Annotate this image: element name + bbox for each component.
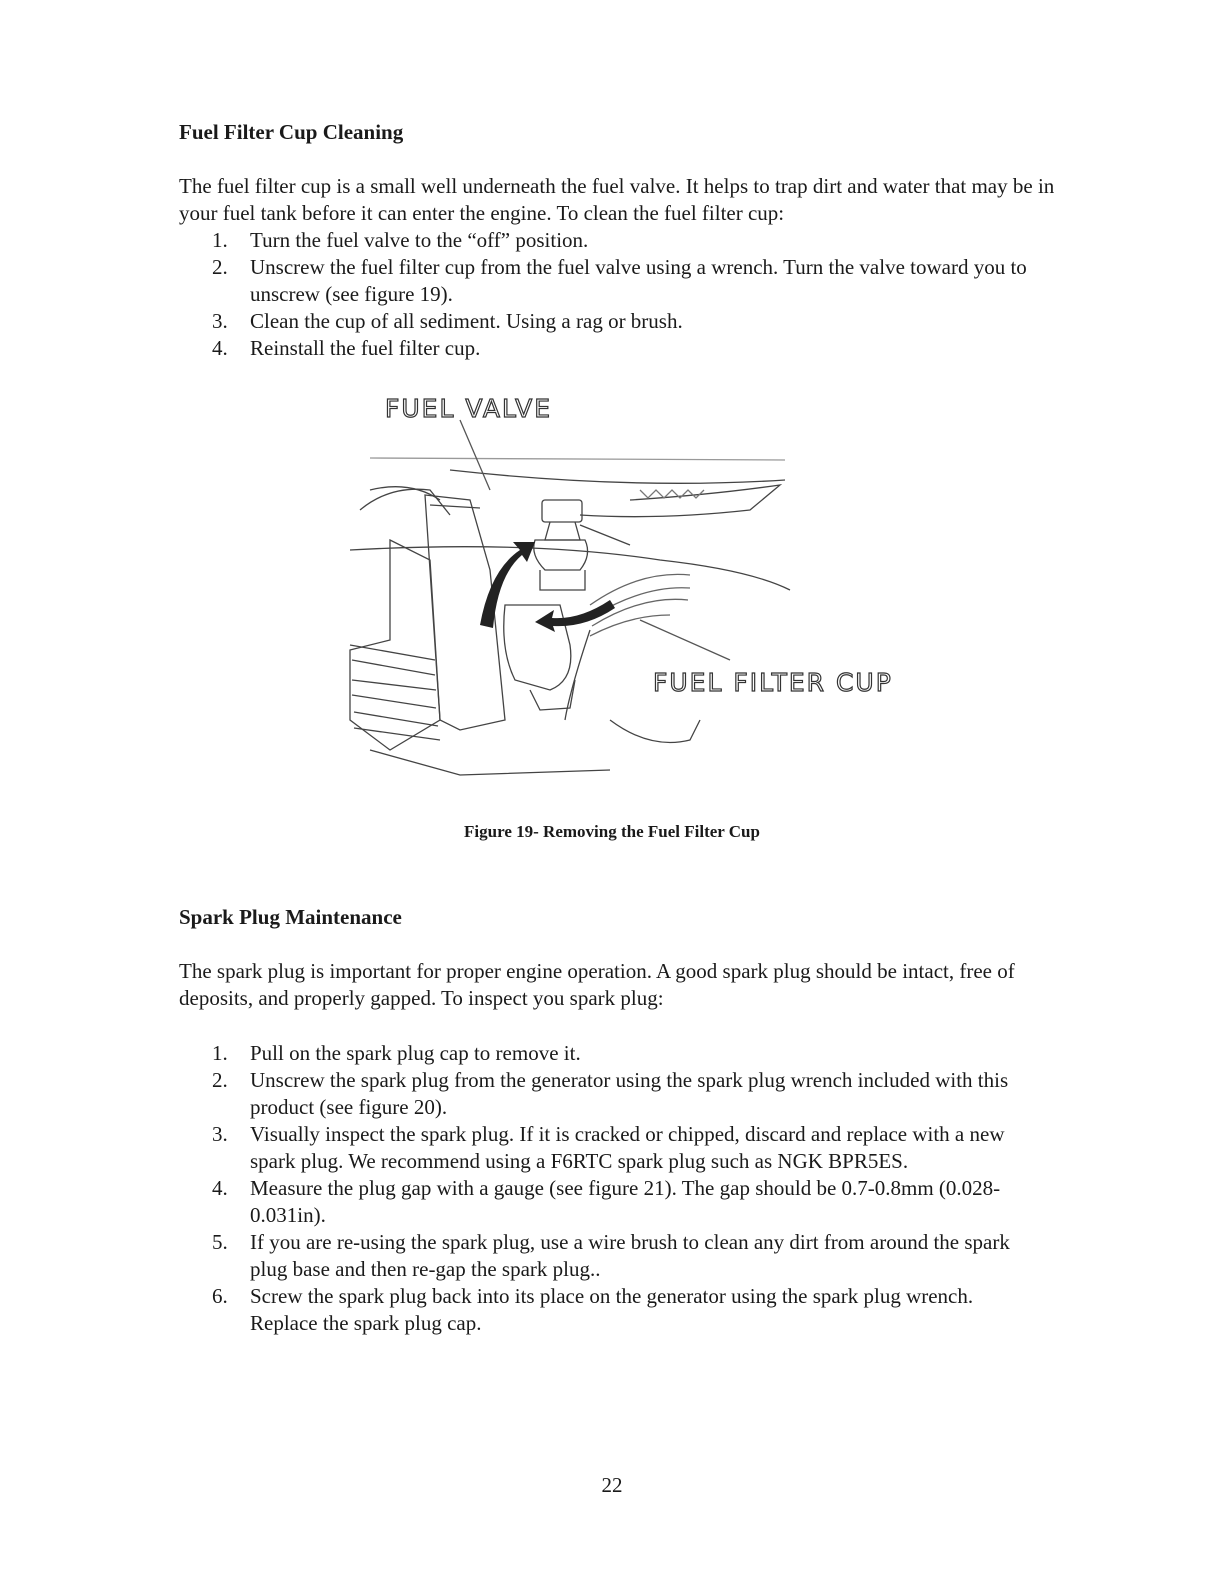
step-number: 1. <box>212 228 228 252</box>
list-item <box>212 1229 1042 1283</box>
step-number: 6. <box>212 1284 228 1308</box>
list-item <box>212 1121 1042 1175</box>
list-item <box>212 1175 1042 1229</box>
fuel-filter-steps <box>212 227 1042 362</box>
step-number: 2. <box>212 255 228 279</box>
list-item <box>212 1283 1042 1337</box>
step-number: 3. <box>212 1122 228 1146</box>
step-text: Unscrew the fuel filter cup from the fuel valve using a wrench. Turn the valve toward you to unscrew (see figure 19). <box>250 255 1027 306</box>
list-item <box>212 335 1042 362</box>
spark-plug-steps <box>212 1040 1042 1337</box>
step-text: Reinstall the fuel filter cup. <box>250 336 481 360</box>
step-text: Pull on the spark plug cap to remove it. <box>250 1041 581 1065</box>
step-number: 3. <box>212 309 228 333</box>
step-text: Turn the fuel valve to the “off” position. <box>250 228 589 252</box>
section-heading-spark-plug: Spark Plug Maintenance <box>179 905 402 929</box>
fuel-valve-illustration <box>330 390 910 790</box>
fuel-filter-cup-label: FUEL FILTER CUP <box>653 668 893 697</box>
list-item <box>212 1040 1042 1067</box>
step-text: If you are re-using the spark plug, use a wire brush to clean any dirt from around the spark plug base and then re-gap the spark plug.. <box>250 1230 1010 1281</box>
step-text: Screw the spark plug back into its place on the generator using the spark plug wrench. Replace the spark plug cap. <box>250 1284 974 1335</box>
fuel-filter-figure <box>330 390 910 790</box>
list-item <box>212 227 1042 254</box>
step-text: Measure the plug gap with a gauge (see figure 21). The gap should be 0.7-0.8mm (0.028-0.031in). <box>250 1176 1001 1227</box>
fuel-filter-intro: The fuel filter cup is a small well underneath the fuel valve. It helps to trap dirt and water that may be in your fuel tank before it can enter the engine. To clean the fuel filter cup: <box>179 174 1055 225</box>
spark-plug-intro: The spark plug is important for proper engine operation. A good spark plug should be intact, free of deposits, and properly gapped. To inspect you spark plug: <box>179 959 1015 1010</box>
fuel-valve-label: FUEL VALVE <box>385 394 553 423</box>
list-item <box>212 308 1042 335</box>
step-number: 1. <box>212 1041 228 1065</box>
section-heading-fuel-filter: Fuel Filter Cup Cleaning <box>179 120 404 144</box>
step-number: 2. <box>212 1068 228 1092</box>
figure-caption: Figure 19- Removing the Fuel Filter Cup <box>464 822 760 841</box>
step-number: 4. <box>212 1176 228 1200</box>
step-text: Unscrew the spark plug from the generator using the spark plug wrench included with this product (see figure 20). <box>250 1068 1009 1119</box>
step-text: Clean the cup of all sediment. Using a rag or brush. <box>250 309 683 333</box>
list-item <box>212 1067 1042 1121</box>
step-text: Visually inspect the spark plug. If it is cracked or chipped, discard and replace with a new spark plug. We recommend using a F6RTC spark plug such as NGK BPR5ES. <box>250 1122 1005 1173</box>
step-number: 5. <box>212 1230 228 1254</box>
list-item <box>212 254 1042 308</box>
step-number: 4. <box>212 336 228 360</box>
page-number: 22 <box>601 1473 623 1497</box>
